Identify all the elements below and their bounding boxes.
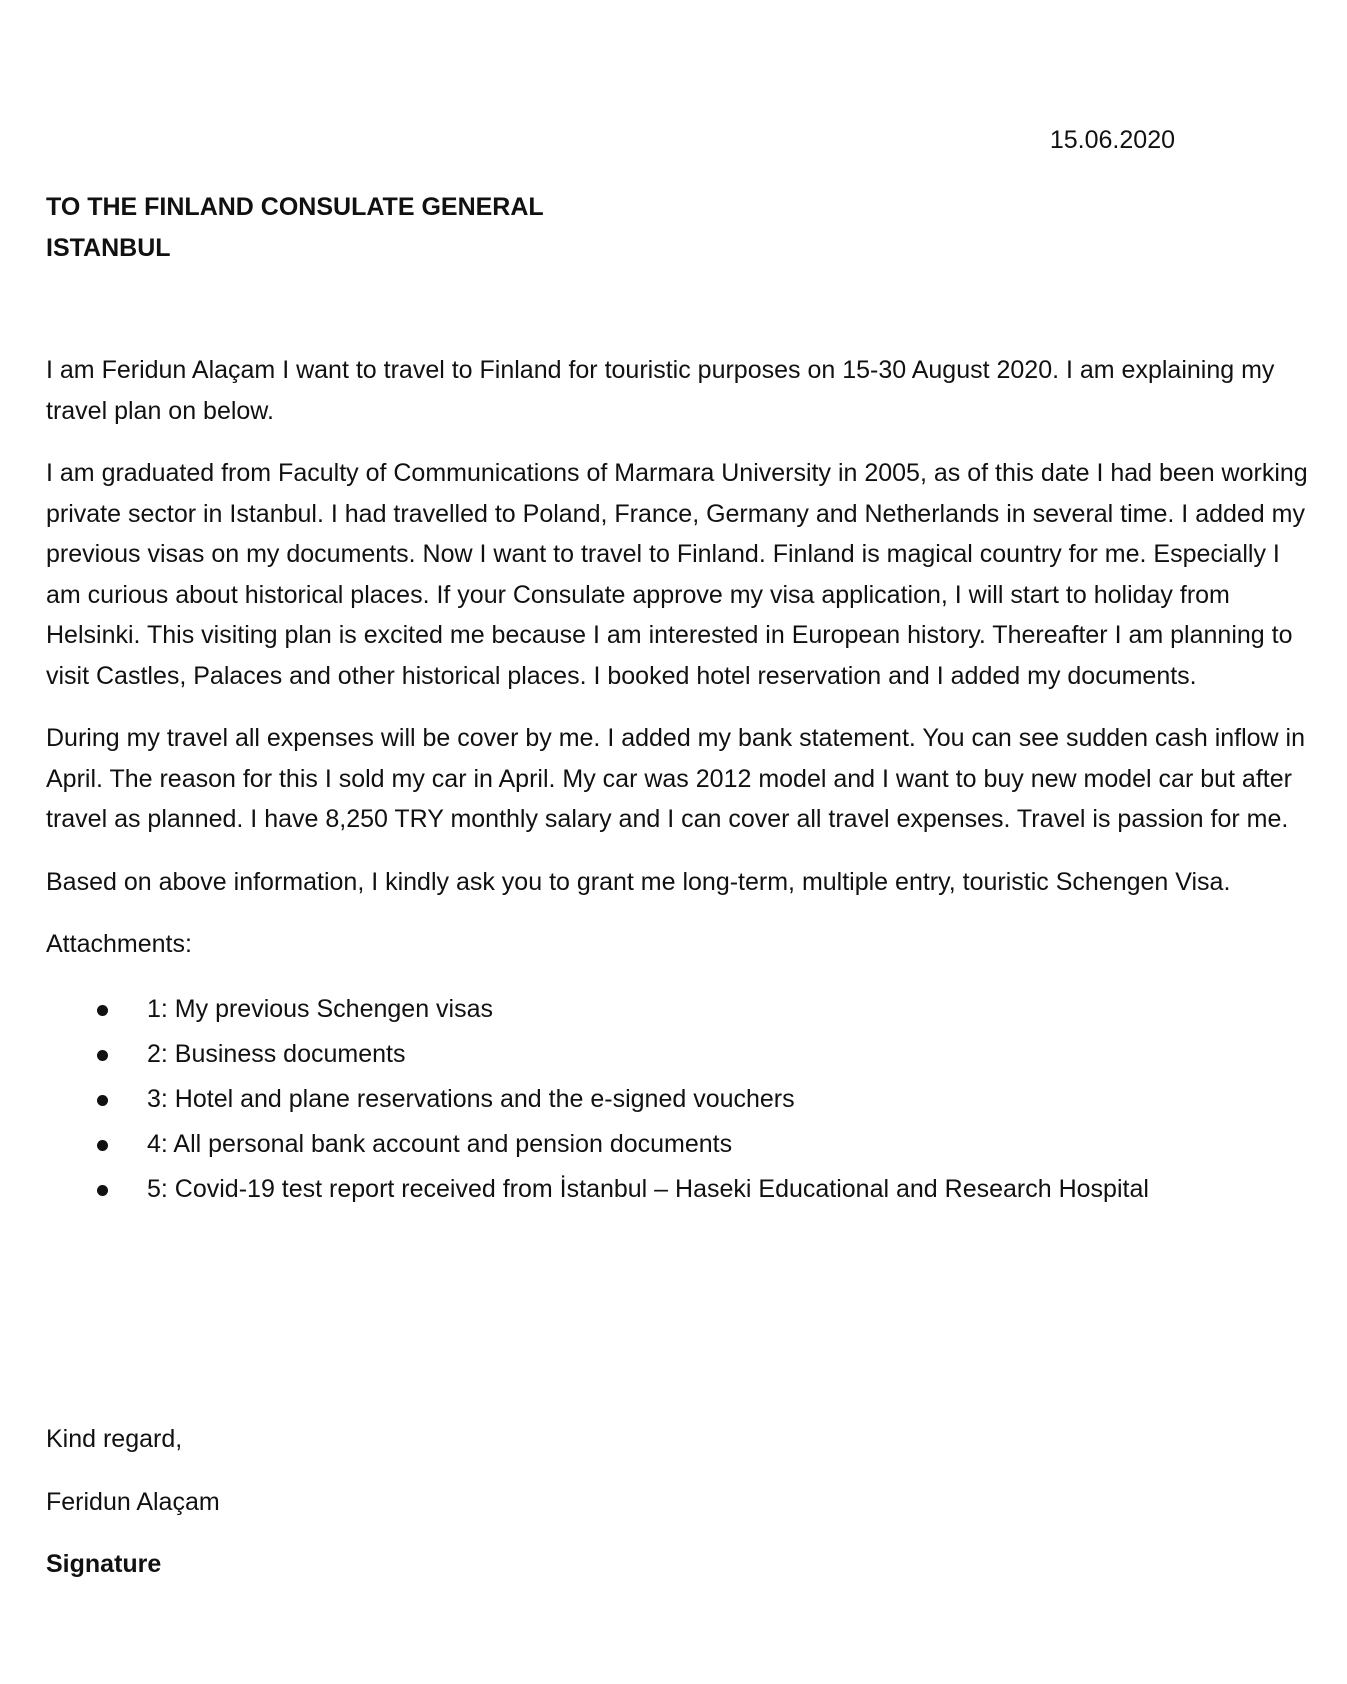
attachment-text: 2: Business documents — [147, 1039, 406, 1068]
bullet-icon — [97, 1095, 108, 1106]
attachment-text: 3: Hotel and plane reservations and the e-signed vouchers — [147, 1084, 795, 1113]
paragraph-background: I am graduated from Faculty of Communications of Marmara University in 2005, as of this date I had been working private sector in Istanbul. I had travelled to Poland, France, Germany and Netherlands in several time. I added my previous visas on my documents. Now I want to travel to Finland. Finland is magical country for me. Especially I am curious about historical places. If your Consulate approve my visa application, I will start to holiday from Helsinki. This visiting plan is excited me because I am interested in European history. Thereafter I am planning to visit Castles, Palaces and other historical places. I booked hotel reservation and I added my documents. — [46, 459, 1308, 690]
closing-line: Kind regard, — [46, 1425, 183, 1453]
bullet-icon — [97, 1050, 108, 1061]
attachment-text: 1: My previous Schengen visas — [147, 994, 494, 1023]
addressee-line-1: TO THE FINLAND CONSULATE GENERAL — [46, 193, 544, 221]
addressee-block — [46, 187, 544, 269]
attachment-text: 5: Covid-19 test report received from İstanbul – Haseki Educational and Research Hospital — [147, 1174, 1149, 1203]
paragraph-intro: I am Feridun Alaçam I want to travel to Finland for touristic purposes on 15-30 August 2020. I am explaining my travel plan on below. — [46, 356, 1275, 425]
letter-body — [46, 350, 1310, 1212]
list-item — [46, 987, 1310, 1032]
paragraph-expenses: During my travel all expenses will be cover by me. I added my bank statement. You can see sudden cash inflow in April. The reason for this I sold my car in April. My car was 2012 model and I want to buy new model car but after travel as planned. I have 8,250 TRY monthly salary and I can cover all travel expenses. Travel is passion for me. — [46, 724, 1306, 833]
addressee-line-2: ISTANBUL — [46, 234, 171, 262]
list-item — [46, 1167, 1310, 1212]
attachments-list — [46, 987, 1310, 1212]
bullet-icon — [97, 1005, 108, 1016]
bullet-icon — [97, 1185, 108, 1196]
paragraph-request: Based on above information, I kindly ask you to grant me long-term, multiple entry, touristic Schengen Visa. — [46, 867, 1231, 896]
sender-name: Feridun Alaçam — [46, 1488, 220, 1516]
attachment-text: 4: All personal bank account and pension documents — [147, 1129, 733, 1158]
attachments-label: Attachments: — [46, 930, 192, 958]
list-item — [46, 1077, 1310, 1122]
list-item — [46, 1032, 1310, 1077]
letter-date: 15.06.2020 — [1049, 126, 1175, 154]
bullet-icon — [97, 1140, 108, 1151]
list-item — [46, 1122, 1310, 1167]
signature-label: Signature — [46, 1550, 162, 1578]
